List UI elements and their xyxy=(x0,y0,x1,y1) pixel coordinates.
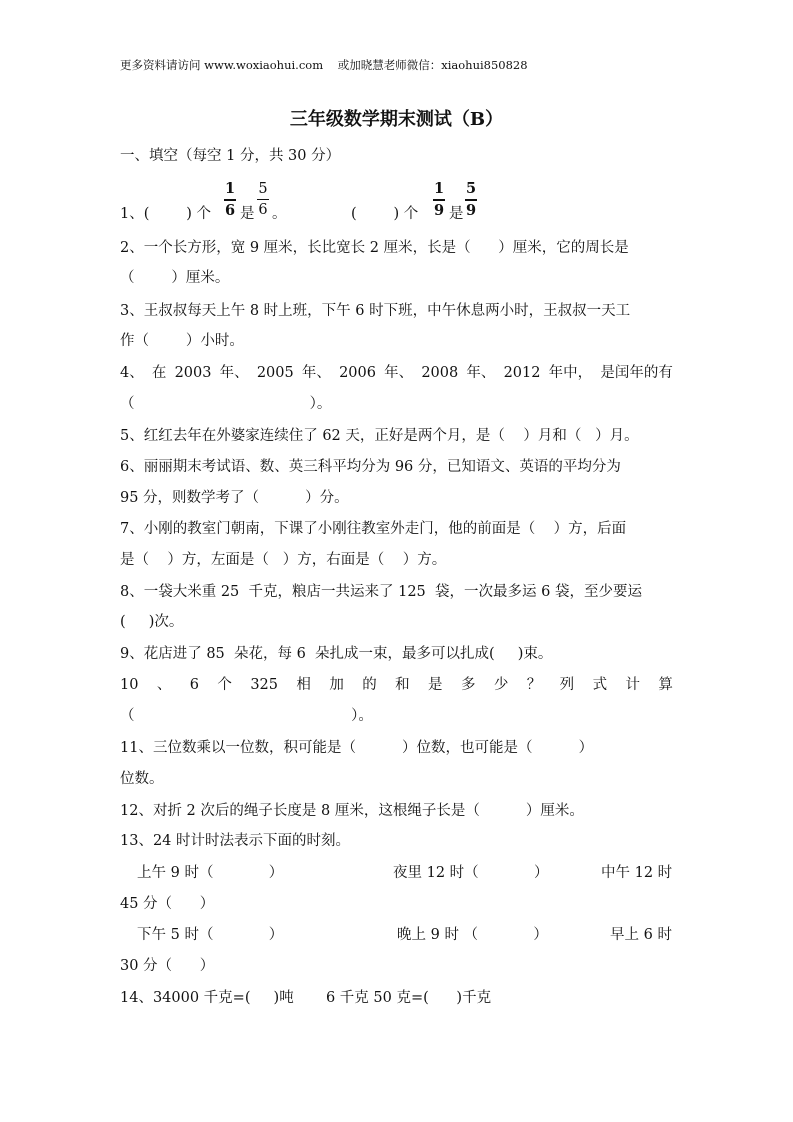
q10-word: 6 xyxy=(189,677,199,693)
denominator: 9 xyxy=(465,202,477,219)
question-2-line-1: 2、一个长方形，宽 9 厘米，长比宽长 2 厘米，长是（ ）厘米，它的周长是 xyxy=(120,240,629,256)
q10-word: 少 xyxy=(493,677,509,693)
question-10-line-2: （ ）。 xyxy=(120,708,373,724)
q13-time-4: 下午 5 时（ ） xyxy=(137,927,284,943)
q4-word: 年、 xyxy=(219,365,249,381)
page-header: 更多资料请访问 www.woxiaohui.com 或加晓慧老师微信：xiaohui850828 xyxy=(120,58,528,72)
q1-period: 。 xyxy=(272,206,287,222)
numerator: 5 xyxy=(465,180,477,197)
q4-word: 2006 xyxy=(339,365,376,381)
q13-time-3: 中午 12 时 xyxy=(601,865,673,881)
q10-word: 10 xyxy=(120,677,139,693)
numerator: 5 xyxy=(258,181,268,197)
question-11-line-1: 11、三位数乘以一位数，积可能是（ ）位数，也可能是（ ） xyxy=(120,740,594,756)
question-11-line-2: 位数。 xyxy=(120,771,164,787)
question-3-line-1: 3、王叔叔每天上午 8 时上班，下午 6 时下班，中午休息两小时，王叔叔一天工 xyxy=(120,303,631,319)
q1-is-1: 是 xyxy=(240,206,255,222)
q13-time-2: 夜里 12 时（ ） xyxy=(393,865,549,881)
q10-word: 是 xyxy=(428,677,443,693)
q10-word: 个 xyxy=(217,677,232,693)
q4-word: 年、 xyxy=(384,365,414,381)
q10-word: 多 xyxy=(460,677,476,693)
denominator: 6 xyxy=(224,202,236,219)
q4-word: 2003 xyxy=(174,365,212,381)
q10-word: 、 xyxy=(156,677,172,693)
q4-word: 年、 xyxy=(466,365,496,381)
question-8-line-2: ( )次。 xyxy=(120,614,184,630)
q1-is-2: 是 xyxy=(449,206,464,222)
q13-time-3-cont: 45 分（ ） xyxy=(120,896,215,912)
question-5: 5、红红去年在外婆家连续住了 62 天，正好是两个月，是（ ）月和（ ）月。 xyxy=(120,428,639,444)
fraction-1-6 xyxy=(224,180,236,220)
question-9: 9、花店进了 85 朵花，每 6 朵扎成一束，最多可以扎成( )束。 xyxy=(120,646,553,662)
q10-word: 325 xyxy=(250,677,278,693)
q4-word: 2008 xyxy=(421,365,459,381)
q10-word: 相 xyxy=(296,677,311,693)
question-7-line-1: 7、小刚的教室门朝南，下课了小刚往教室外走门，他的前面是（ ）方，后面 xyxy=(120,521,627,537)
q13-time-6: 早上 6 时 xyxy=(610,927,672,943)
q4-word: 2012 xyxy=(503,365,541,381)
question-6-line-2: 95 分，则数学考了（ ）分。 xyxy=(120,490,349,506)
q10-word: 和 xyxy=(395,677,410,693)
question-14: 14、34000 千克=( )吨 6 千克 50 克=( )千克 xyxy=(120,990,492,1006)
q13-time-6-cont: 30 分（ ） xyxy=(120,958,215,974)
q4-word: 2005 xyxy=(256,365,294,381)
question-3-line-2: 作（ ）小时。 xyxy=(120,333,244,349)
question-4-line-1 xyxy=(120,363,673,383)
page-title: 三年级数学期末测试（B） xyxy=(289,109,504,130)
denominator: 6 xyxy=(258,202,268,218)
q10-word: 加 xyxy=(329,677,344,693)
q10-word: 式 xyxy=(592,677,608,693)
fraction-5-9 xyxy=(465,180,477,220)
q10-word: 的 xyxy=(362,677,377,693)
fraction-5-6 xyxy=(257,180,269,219)
q1-part2: ( ) 个 xyxy=(351,206,419,222)
section-heading: 一、填空（每空 1 分，共 30 分） xyxy=(120,148,341,164)
question-2-line-2: （ ）厘米。 xyxy=(120,270,230,286)
q4-word: 在 xyxy=(151,365,167,381)
q1-prefix: 1、( ) 个 xyxy=(120,206,212,222)
question-10-line-1 xyxy=(120,675,673,695)
q13-time-5: 晚上 9 时 （ ） xyxy=(397,927,548,943)
q4-word: 4、 xyxy=(120,365,144,381)
q13-time-1: 上午 9 时（ ） xyxy=(137,865,284,881)
q4-word: 年中， xyxy=(548,365,593,381)
denominator: 9 xyxy=(433,202,445,219)
fraction-1-9 xyxy=(433,180,445,220)
question-4-line-2: （ ）。 xyxy=(120,396,332,412)
q10-word: 计 xyxy=(625,677,640,693)
numerator: 1 xyxy=(433,180,445,197)
q4-word: 年、 xyxy=(301,365,331,381)
numerator: 1 xyxy=(224,180,236,197)
q10-word: 列 xyxy=(559,677,575,693)
question-13-title: 13、24 时计时法表示下面的时刻。 xyxy=(120,833,351,849)
q4-word: 是闰年的有 xyxy=(600,365,673,381)
question-8-line-1: 8、一袋大米重 25 千克，粮店一共运来了 125 袋，一次最多运 6 袋，至少要运 xyxy=(120,584,642,600)
q10-word: 算 xyxy=(658,677,673,693)
question-7-line-2: 是（ ）方，左面是（ ）方，右面是（ ）方。 xyxy=(120,552,447,568)
q10-word: ？ xyxy=(526,677,542,693)
question-6-line-1: 6、丽丽期末考试语、数、英三科平均分为 96 分，已知语文、英语的平均分为 xyxy=(120,459,621,475)
question-12: 12、对折 2 次后的绳子长度是 8 厘米，这根绳子长是（ ）厘米。 xyxy=(120,803,584,819)
